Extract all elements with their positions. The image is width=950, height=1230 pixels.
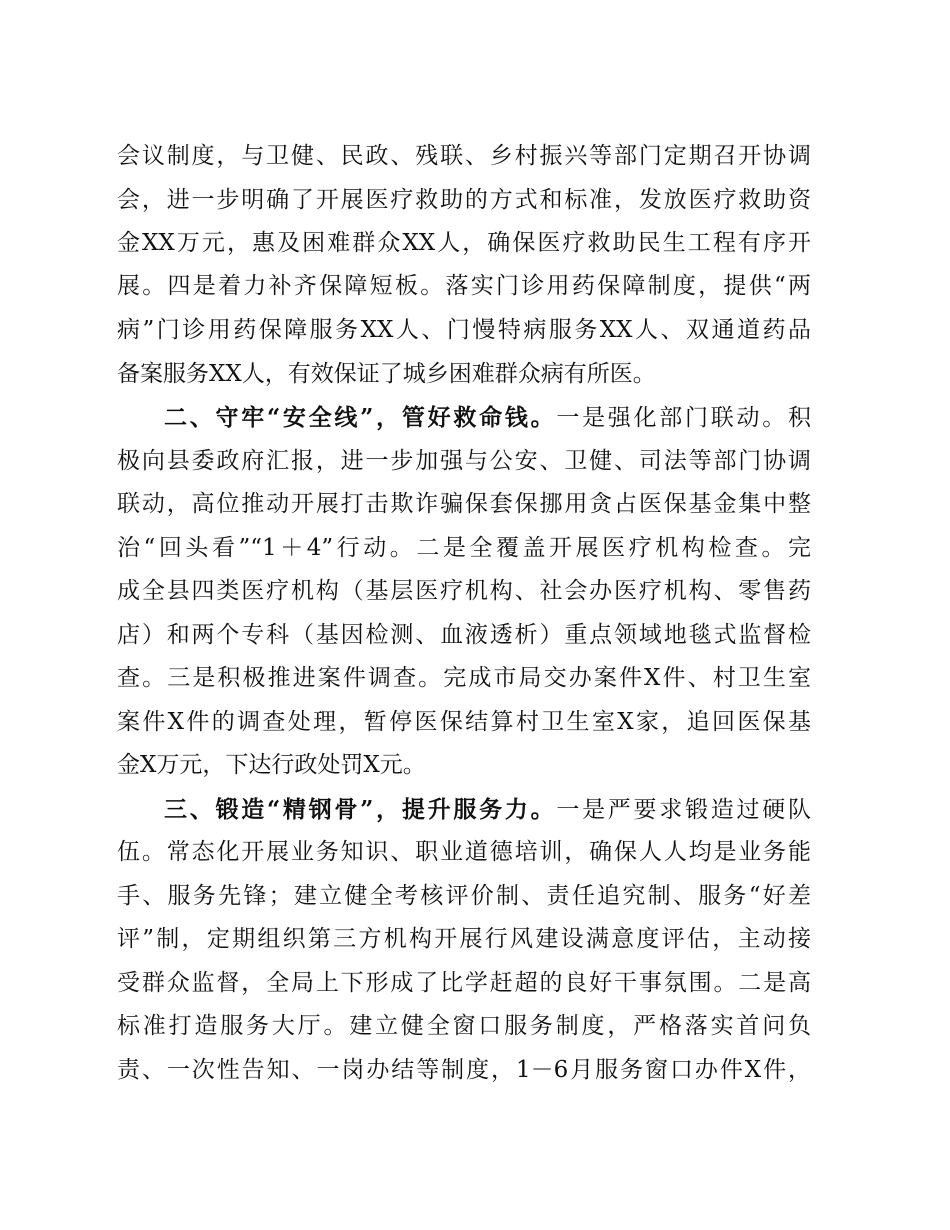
paragraph-line: 查。三是积极推进案件调查。完成市局交办案件X件、村卫生室 <box>117 665 811 691</box>
paragraph-line: 手、服务先锋；建立健全考核评价制、责任追究制、服务“好差 <box>117 883 811 909</box>
paragraph-line: 治“回头看”“1＋4”行动。二是全覆盖开展医疗机构检查。完 <box>117 535 811 561</box>
paragraph-line: 会议制度，与卫健、民政、残联、乡村振兴等部门定期召开协调 <box>117 143 811 169</box>
paragraph-line: 评”制，定期组织第三方机构开展行风建设满意度评估，主动接 <box>117 926 811 952</box>
section-3-first-line <box>164 788 811 831</box>
paragraph-line: 责、一次性告知、一岗办结等制度，1－6月服务窗口办件X件， <box>117 1057 811 1083</box>
paragraph-line: 标准打造服务大厅。建立健全窗口服务制度，严格落实首问负 <box>117 1013 811 1039</box>
section-2-heading: 二、守牢“安全线”，管好救命钱。 <box>164 404 557 431</box>
paragraph-line: 金XX万元，惠及困难群众XX人，确保医疗救助民生工程有序开 <box>117 230 811 256</box>
paragraph-line: 受群众监督，全局上下形成了比学赶超的良好干事氛围。二是高 <box>117 970 811 996</box>
section-2-first-line-text: 一是强化部门联动。积 <box>556 405 811 431</box>
paragraph-line: 展。四是着力补齐保障短板。落实门诊用药保障制度，提供“两 <box>117 273 811 299</box>
paragraph-line-last: 备案服务XX人，有效保证了城乡困难群众病有所医。 <box>117 361 656 387</box>
paragraph-line: 会，进一步明确了开展医疗救助的方式和标准，发放医疗救助资 <box>117 187 811 213</box>
section-2-first-line <box>164 396 811 439</box>
paragraph-line: 极向县委政府汇报，进一步加强与公安、卫健、司法等部门协调 <box>117 448 811 474</box>
paragraph-line: 案件X件的调查处理，暂停医保结算村卫生室X家，追回医保基 <box>117 709 811 735</box>
paragraph-line-last: 金X万元，下达行政处罚X元。 <box>117 752 426 778</box>
section-3-first-line-text: 一是严要求锻造过硬队 <box>556 797 811 823</box>
paragraph-line: 店）和两个专科（基因检测、血液透析）重点领域地毯式监督检 <box>117 622 811 648</box>
paragraph-line: 伍。常态化开展业务知识、职业道德培训，确保人人均是业务能 <box>117 839 811 865</box>
paragraph-line: 成全县四类医疗机构（基层医疗机构、社会办医疗机构、零售药 <box>117 578 811 604</box>
paragraph-line: 病”门诊用药保障服务XX人、门慢特病服务XX人、双通道药品 <box>117 317 811 343</box>
paragraph-line: 联动，高位推动开展打击欺诈骗保套保挪用贪占医保基金集中整 <box>117 491 811 517</box>
section-3-heading: 三、锻造“精钢骨”，提升服务力。 <box>164 796 557 823</box>
